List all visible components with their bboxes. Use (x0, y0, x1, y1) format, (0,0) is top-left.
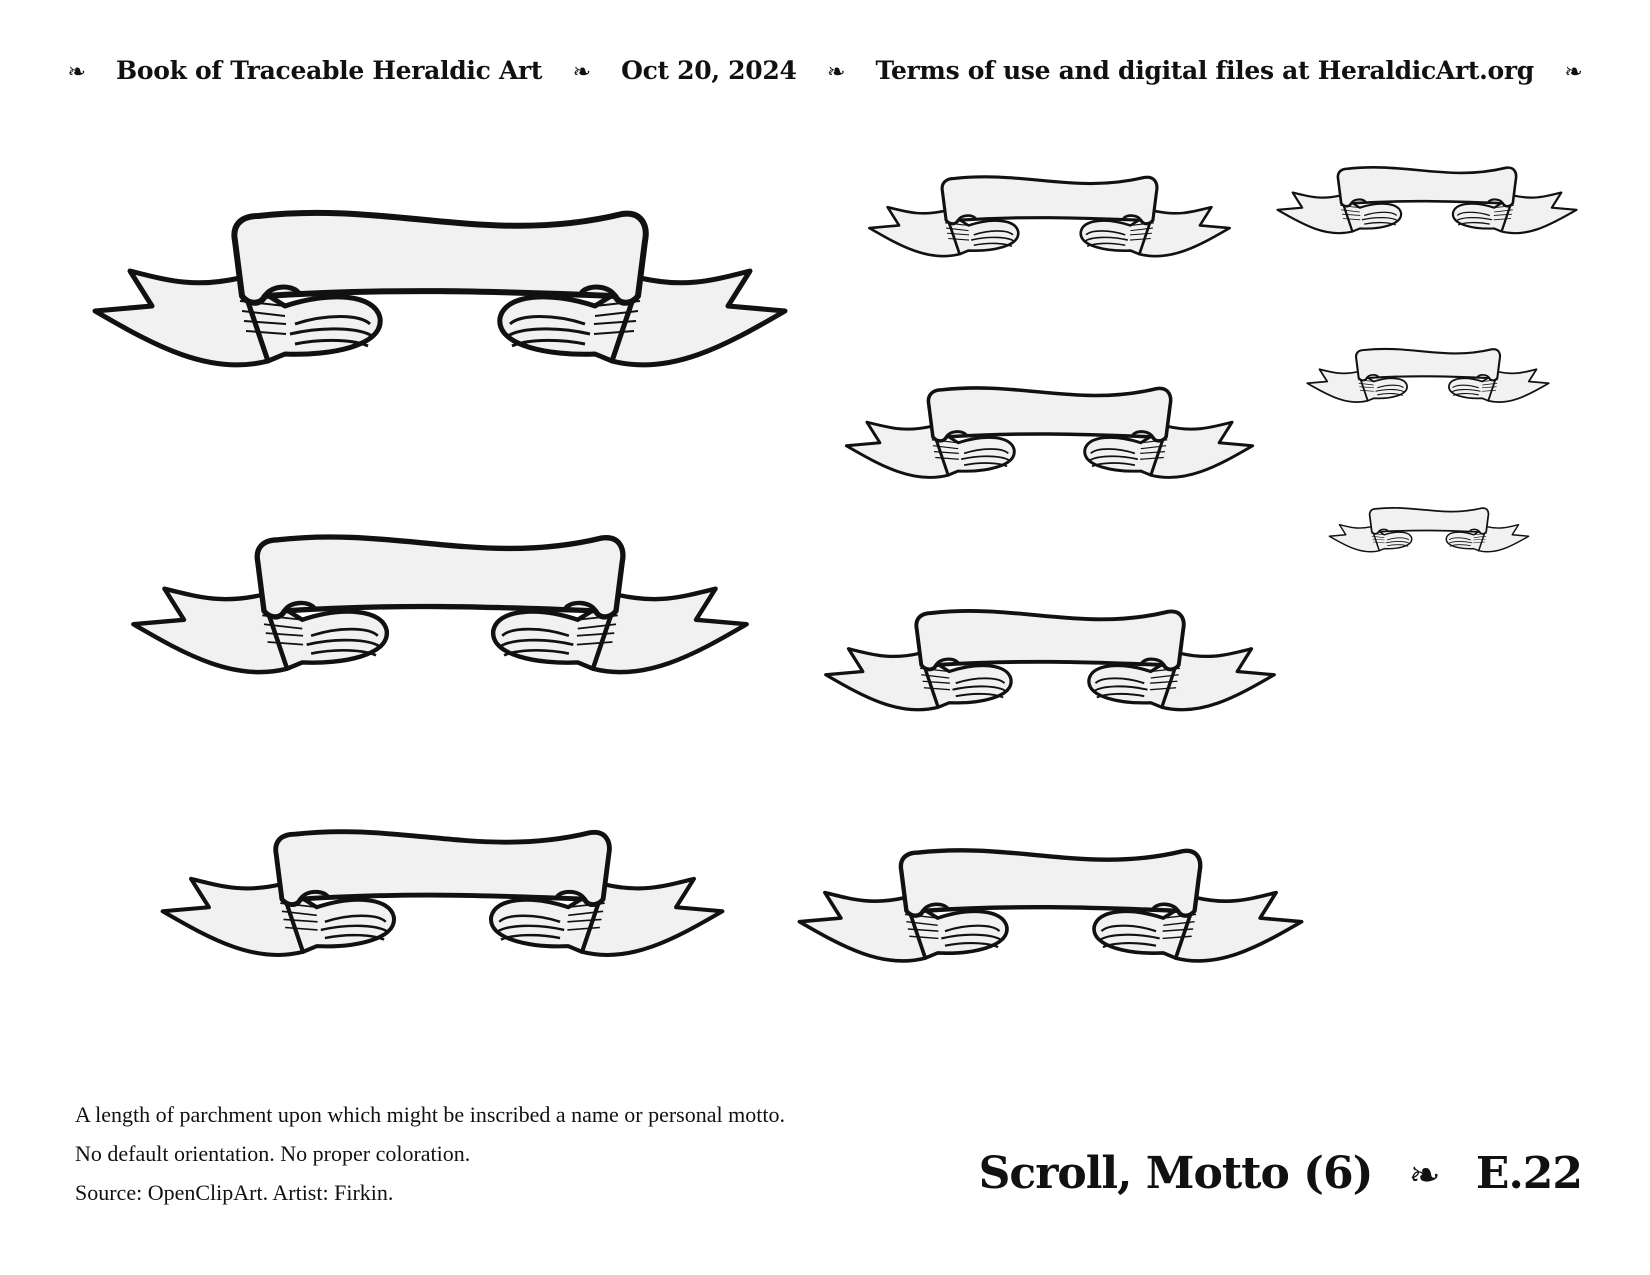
scroll-large (95, 213, 785, 365)
scroll-xsmall-a (1278, 167, 1577, 233)
scroll-medium-b (163, 832, 723, 955)
plate-code: E.22 (1475, 1148, 1582, 1199)
description (75, 1095, 785, 1212)
scroll-small-c (826, 611, 1275, 710)
description-line: Source: OpenClipArt. Artist: Firkin. (75, 1180, 394, 1205)
plate-name: Scroll, Motto (6) (978, 1148, 1373, 1199)
scroll-xsmall-c (1329, 508, 1528, 552)
description-line: No default orientation. No proper coloration. (75, 1141, 471, 1166)
book-title: Book of Traceable Heraldic Art (116, 56, 543, 85)
scroll-small-d (799, 850, 1301, 961)
description-line: A length of parchment upon which might be inscribed a name or personal motto. (75, 1102, 785, 1127)
scroll-small-a (869, 177, 1229, 256)
fleuron-icon: ❧ (1564, 60, 1583, 85)
scroll-small-b (846, 388, 1252, 478)
plate-title (979, 1148, 1582, 1199)
fleuron-icon: ❧ (572, 60, 591, 85)
terms-of-use: Terms of use and digital files at HeraldicArt.org (875, 56, 1534, 85)
fleuron-icon: ❧ (826, 60, 846, 85)
fleuron-icon: ❧ (67, 60, 86, 85)
scroll-medium-a (133, 537, 746, 672)
fleuron-icon: ❧ (1408, 1153, 1440, 1197)
scroll-xsmall-b (1307, 349, 1549, 402)
page-date: Oct 20, 2024 (621, 56, 797, 85)
